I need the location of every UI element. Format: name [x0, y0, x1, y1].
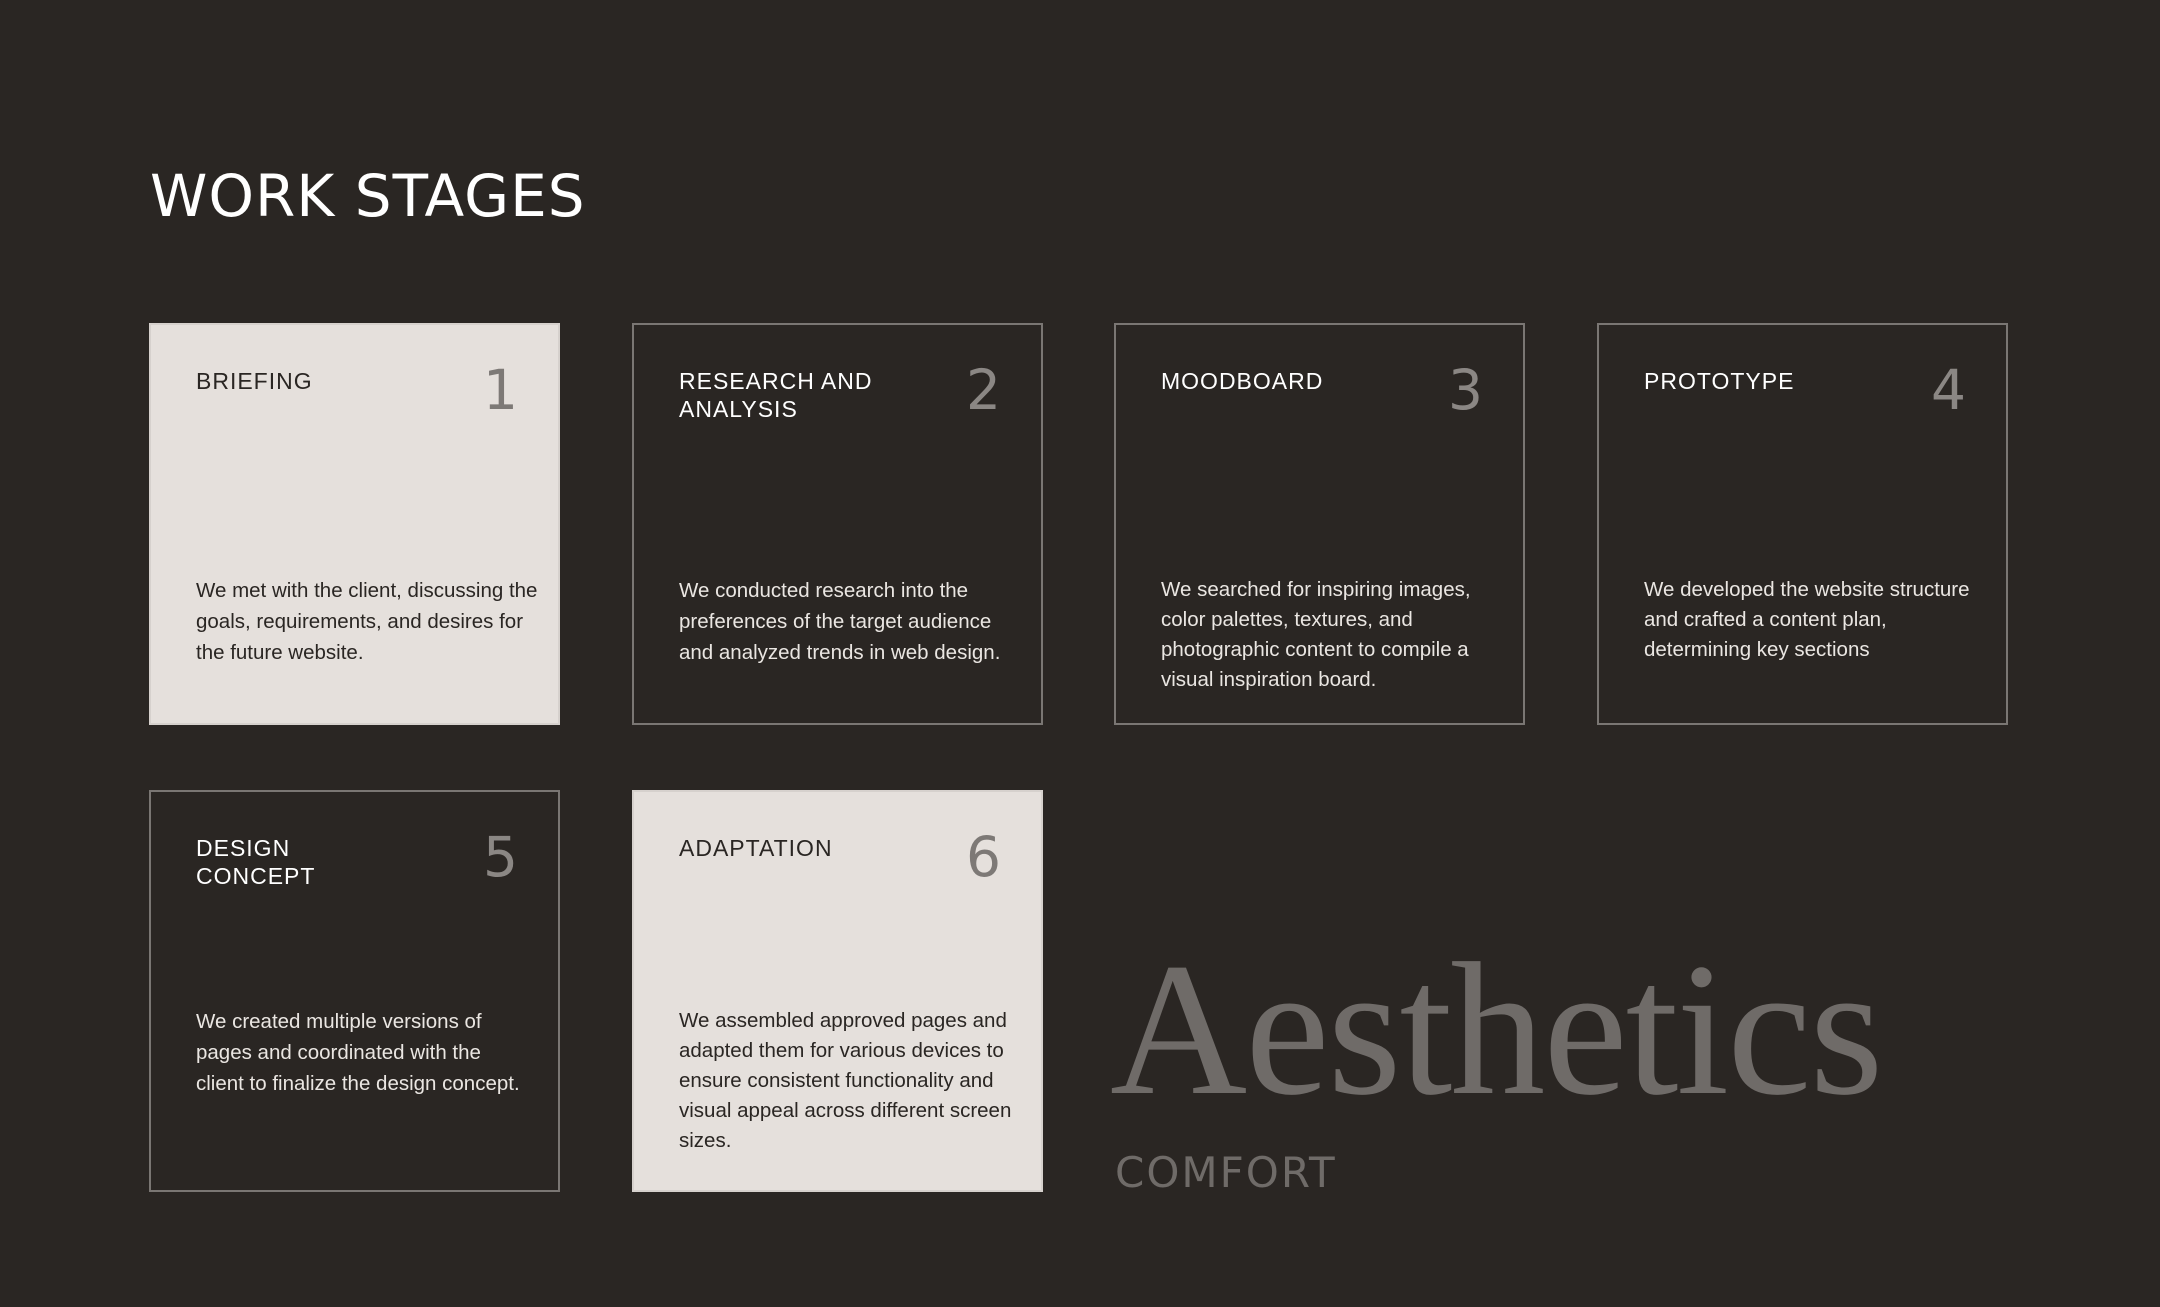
- stage-title: BRIEFING: [196, 368, 313, 394]
- stage-card-research-and-analysis: [632, 323, 1043, 725]
- stage-number: 3: [1448, 358, 1483, 422]
- stage-card-prototype: [1597, 323, 2008, 725]
- stage-card-adaptation: [632, 790, 1043, 1192]
- stage-number: 4: [1931, 358, 1966, 422]
- page-title: WORK STAGES: [150, 162, 586, 230]
- stage-description: We developed the website structure and crafted a content plan, determining key sections: [1644, 578, 1970, 661]
- stage-title: DESIGN CONCEPT: [196, 835, 316, 889]
- stage-title: PROTOTYPE: [1644, 368, 1795, 394]
- stage-description: We conducted research into the preferences of the target audience and analyzed trends in web design.: [679, 579, 1001, 664]
- stage-title: ADAPTATION: [679, 835, 833, 861]
- stage-description: We created multiple versions of pages and coordinated with the client to finalize the design concept.: [196, 1010, 520, 1095]
- stage-title: RESEARCH AND ANALYSIS: [679, 368, 873, 422]
- brand-tagline: COMFORT: [1115, 1148, 1337, 1197]
- stage-card-moodboard: [1114, 323, 1525, 725]
- stage-description: We met with the client, discussing the goals, requirements, and desires for the future website.: [196, 579, 538, 664]
- stage-description: We searched for inspiring images, color palettes, textures, and photographic content to compile a visual inspiration board.: [1161, 578, 1471, 691]
- stage-number: 5: [483, 825, 518, 889]
- stage-number: 1: [483, 358, 518, 422]
- stage-title: MOODBOARD: [1161, 368, 1324, 394]
- stage-description: We assembled approved pages and adapted them for various devices to ensure consistent functionality and visual appeal across different screen sizes.: [679, 1009, 1012, 1152]
- brand-wordmark: Aesthetics: [1110, 925, 1882, 1135]
- stage-card-briefing: [149, 323, 560, 725]
- stage-number: 6: [966, 825, 1001, 889]
- stage-number: 2: [966, 358, 1001, 422]
- stage-card-design-concept: [149, 790, 560, 1192]
